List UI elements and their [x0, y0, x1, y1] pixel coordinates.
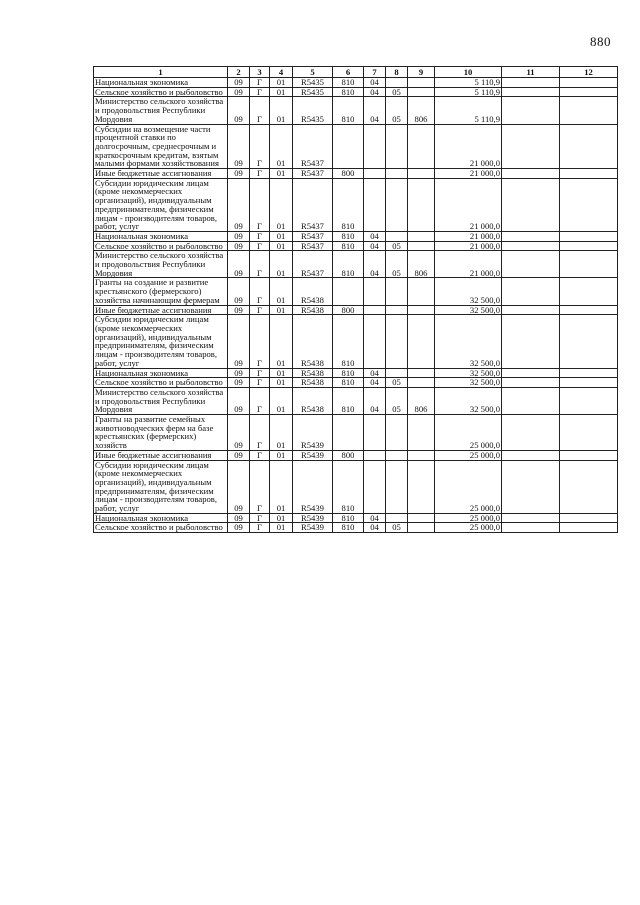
cell-col-6	[333, 278, 364, 305]
column-header-2: 2	[228, 67, 250, 78]
cell-col-4: 01	[270, 523, 293, 533]
table-row	[94, 278, 618, 305]
cell-col-9	[408, 124, 435, 169]
cell-col-8: 05	[386, 523, 408, 533]
cell-col-11	[502, 378, 560, 388]
cell-col-12	[560, 241, 618, 251]
cell-col-8	[386, 169, 408, 179]
column-header-8: 8	[386, 67, 408, 78]
cell-col-6	[333, 415, 364, 451]
cell-col-5: R5439	[293, 523, 333, 533]
cell-col-2: 09	[228, 278, 250, 305]
cell-col-11	[502, 178, 560, 231]
cell-col-6: 810	[333, 231, 364, 241]
cell-col-8	[386, 305, 408, 315]
cell-col-3: Г	[250, 378, 270, 388]
table-row	[94, 87, 618, 97]
cell-col-8: 05	[386, 251, 408, 278]
cell-col-3: Г	[250, 87, 270, 97]
cell-col-2: 09	[228, 305, 250, 315]
cell-col-12	[560, 169, 618, 179]
cell-col-12	[560, 415, 618, 451]
cell-col-5: R5438	[293, 368, 333, 378]
cell-col-4: 01	[270, 315, 293, 368]
cell-col-6	[333, 124, 364, 169]
cell-col-12	[560, 278, 618, 305]
cell-col-11	[502, 415, 560, 451]
cell-col-7	[364, 124, 386, 169]
cell-col-7: 04	[364, 251, 386, 278]
cell-col-4: 01	[270, 460, 293, 513]
row-name-cell: Национальная экономика	[94, 231, 228, 241]
table-row	[94, 450, 618, 460]
cell-col-9	[408, 278, 435, 305]
cell-col-4: 01	[270, 450, 293, 460]
cell-col-7	[364, 415, 386, 451]
cell-col-8	[386, 368, 408, 378]
row-name-cell: Сельское хозяйство и рыболовство	[94, 378, 228, 388]
cell-col-2: 09	[228, 231, 250, 241]
table-row	[94, 97, 618, 124]
cell-col-9	[408, 87, 435, 97]
cell-col-9	[408, 169, 435, 179]
cell-col-8	[386, 178, 408, 231]
cell-col-7: 04	[364, 231, 386, 241]
cell-col-11	[502, 523, 560, 533]
cell-col-8	[386, 460, 408, 513]
cell-col-8: 05	[386, 97, 408, 124]
header-row	[94, 67, 618, 78]
cell-col-12	[560, 450, 618, 460]
cell-col-4: 01	[270, 169, 293, 179]
cell-col-7: 04	[364, 523, 386, 533]
cell-col-11	[502, 278, 560, 305]
cell-col-4: 01	[270, 387, 293, 414]
cell-col-9	[408, 415, 435, 451]
cell-col-9	[408, 178, 435, 231]
table-row	[94, 460, 618, 513]
cell-col-12	[560, 387, 618, 414]
cell-col-6: 810	[333, 368, 364, 378]
cell-col-5: R5439	[293, 513, 333, 523]
table-row	[94, 387, 618, 414]
row-name-cell: Субсидии юридическим лицам (кроме некоммерческих организаций), индивидуальным предпринимателям, физическим лицам - производителям товаров, работ, услуг	[94, 178, 228, 231]
cell-col-9	[408, 513, 435, 523]
cell-col-12	[560, 378, 618, 388]
cell-col-4: 01	[270, 378, 293, 388]
row-name-cell: Субсидии юридическим лицам (кроме некоммерческих организаций), индивидуальным предпринимателям, физическим лицам - производителям товаров, работ, услуг	[94, 460, 228, 513]
cell-col-10: 25 000,0	[435, 450, 502, 460]
cell-col-10: 25 000,0	[435, 513, 502, 523]
table-row	[94, 251, 618, 278]
cell-col-11	[502, 305, 560, 315]
cell-col-11	[502, 460, 560, 513]
column-header-11: 11	[502, 67, 560, 78]
table-row	[94, 169, 618, 179]
cell-col-7: 04	[364, 97, 386, 124]
cell-col-5: R5438	[293, 315, 333, 368]
cell-col-5: R5439	[293, 460, 333, 513]
cell-col-7: 04	[364, 368, 386, 378]
cell-col-10: 21 000,0	[435, 241, 502, 251]
column-header-4: 4	[270, 67, 293, 78]
cell-col-8	[386, 415, 408, 451]
cell-col-9	[408, 523, 435, 533]
cell-col-5: R5438	[293, 305, 333, 315]
cell-col-4: 01	[270, 231, 293, 241]
row-name-cell: Министерство сельского хозяйства и продовольствия Республики Мордовия	[94, 251, 228, 278]
cell-col-10: 5 110,9	[435, 78, 502, 88]
cell-col-2: 09	[228, 378, 250, 388]
cell-col-2: 09	[228, 415, 250, 451]
table-row	[94, 178, 618, 231]
table-row	[94, 315, 618, 368]
cell-col-8	[386, 278, 408, 305]
cell-col-3: Г	[250, 315, 270, 368]
cell-col-10: 25 000,0	[435, 523, 502, 533]
cell-col-6: 800	[333, 450, 364, 460]
cell-col-7	[364, 305, 386, 315]
cell-col-12	[560, 87, 618, 97]
cell-col-5: R5439	[293, 450, 333, 460]
cell-col-12	[560, 315, 618, 368]
cell-col-9	[408, 460, 435, 513]
cell-col-6: 810	[333, 87, 364, 97]
cell-col-5: R5437	[293, 251, 333, 278]
cell-col-4: 01	[270, 78, 293, 88]
cell-col-10: 5 110,9	[435, 97, 502, 124]
cell-col-6: 810	[333, 460, 364, 513]
cell-col-3: Г	[250, 78, 270, 88]
cell-col-6: 810	[333, 378, 364, 388]
cell-col-4: 01	[270, 251, 293, 278]
cell-col-10: 32 500,0	[435, 368, 502, 378]
table-row	[94, 78, 618, 88]
cell-col-10: 32 500,0	[435, 278, 502, 305]
cell-col-2: 09	[228, 124, 250, 169]
cell-col-3: Г	[250, 415, 270, 451]
cell-col-8	[386, 450, 408, 460]
cell-col-3: Г	[250, 450, 270, 460]
cell-col-2: 09	[228, 87, 250, 97]
cell-col-2: 09	[228, 241, 250, 251]
cell-col-7: 04	[364, 87, 386, 97]
cell-col-2: 09	[228, 78, 250, 88]
budget-table	[93, 66, 618, 533]
cell-col-11	[502, 387, 560, 414]
cell-col-7	[364, 450, 386, 460]
page-number: 880	[590, 34, 611, 49]
cell-col-6: 810	[333, 78, 364, 88]
cell-col-7: 04	[364, 378, 386, 388]
cell-col-5: R5435	[293, 87, 333, 97]
cell-col-11	[502, 87, 560, 97]
cell-col-12	[560, 231, 618, 241]
cell-col-5: R5435	[293, 97, 333, 124]
cell-col-6: 810	[333, 178, 364, 231]
column-header-1: 1	[94, 67, 228, 78]
cell-col-12	[560, 251, 618, 278]
cell-col-8: 05	[386, 241, 408, 251]
cell-col-3: Г	[250, 178, 270, 231]
cell-col-12	[560, 523, 618, 533]
column-header-9: 9	[408, 67, 435, 78]
cell-col-10: 25 000,0	[435, 460, 502, 513]
row-name-cell: Субсидии юридическим лицам (кроме некоммерческих организаций), индивидуальным предпринимателям, физическим лицам - производителям товаров, работ, услуг	[94, 315, 228, 368]
cell-col-5: R5437	[293, 241, 333, 251]
cell-col-10: 21 000,0	[435, 178, 502, 231]
cell-col-10: 21 000,0	[435, 169, 502, 179]
row-name-cell: Национальная экономика	[94, 513, 228, 523]
cell-col-12	[560, 460, 618, 513]
cell-col-3: Г	[250, 97, 270, 124]
cell-col-4: 01	[270, 278, 293, 305]
cell-col-12	[560, 178, 618, 231]
table-row	[94, 368, 618, 378]
cell-col-3: Г	[250, 305, 270, 315]
cell-col-8	[386, 513, 408, 523]
cell-col-6: 810	[333, 241, 364, 251]
cell-col-3: Г	[250, 231, 270, 241]
cell-col-2: 09	[228, 513, 250, 523]
column-header-7: 7	[364, 67, 386, 78]
cell-col-11	[502, 124, 560, 169]
cell-col-7	[364, 169, 386, 179]
table-row	[94, 378, 618, 388]
cell-col-11	[502, 368, 560, 378]
cell-col-6: 810	[333, 97, 364, 124]
cell-col-8: 05	[386, 387, 408, 414]
table-row	[94, 231, 618, 241]
row-name-cell: Национальная экономика	[94, 78, 228, 88]
table-row	[94, 241, 618, 251]
cell-col-7: 04	[364, 513, 386, 523]
cell-col-8	[386, 231, 408, 241]
cell-col-8	[386, 124, 408, 169]
cell-col-12	[560, 124, 618, 169]
cell-col-7	[364, 178, 386, 231]
cell-col-3: Г	[250, 523, 270, 533]
row-name-cell: Иные бюджетные ассигнования	[94, 450, 228, 460]
cell-col-11	[502, 97, 560, 124]
cell-col-9: 806	[408, 97, 435, 124]
cell-col-4: 01	[270, 97, 293, 124]
row-name-cell: Иные бюджетные ассигнования	[94, 169, 228, 179]
cell-col-5: R5437	[293, 124, 333, 169]
cell-col-5: R5438	[293, 278, 333, 305]
column-header-3: 3	[250, 67, 270, 78]
row-name-cell: Национальная экономика	[94, 368, 228, 378]
cell-col-11	[502, 241, 560, 251]
cell-col-7	[364, 278, 386, 305]
cell-col-5: R5437	[293, 231, 333, 241]
cell-col-3: Г	[250, 124, 270, 169]
cell-col-10: 25 000,0	[435, 415, 502, 451]
cell-col-10: 32 500,0	[435, 305, 502, 315]
cell-col-7	[364, 460, 386, 513]
cell-col-3: Г	[250, 169, 270, 179]
table-row	[94, 523, 618, 533]
cell-col-9	[408, 450, 435, 460]
cell-col-12	[560, 368, 618, 378]
cell-col-5: R5439	[293, 415, 333, 451]
column-header-10: 10	[435, 67, 502, 78]
cell-col-2: 09	[228, 315, 250, 368]
cell-col-2: 09	[228, 368, 250, 378]
table-row	[94, 415, 618, 451]
cell-col-5: R5437	[293, 178, 333, 231]
row-name-cell: Субсидии на возмещение части процентной ставки по долгосрочным, среднесрочным и краткосрочным кредитам, взятым малыми формами хозяйствования	[94, 124, 228, 169]
cell-col-2: 09	[228, 97, 250, 124]
cell-col-5: R5437	[293, 169, 333, 179]
row-name-cell: Министерство сельского хозяйства и продовольствия Республики Мордовия	[94, 97, 228, 124]
cell-col-9	[408, 231, 435, 241]
cell-col-2: 09	[228, 178, 250, 231]
cell-col-4: 01	[270, 513, 293, 523]
cell-col-3: Г	[250, 513, 270, 523]
cell-col-10: 21 000,0	[435, 124, 502, 169]
table-row	[94, 124, 618, 169]
cell-col-7	[364, 315, 386, 368]
cell-col-3: Г	[250, 241, 270, 251]
cell-col-7: 04	[364, 387, 386, 414]
cell-col-8: 05	[386, 378, 408, 388]
cell-col-9	[408, 368, 435, 378]
table-body	[94, 78, 618, 533]
cell-col-9	[408, 241, 435, 251]
cell-col-5: R5438	[293, 387, 333, 414]
cell-col-4: 01	[270, 305, 293, 315]
cell-col-10: 21 000,0	[435, 231, 502, 241]
cell-col-7: 04	[364, 241, 386, 251]
row-name-cell: Гранты на создание и развитие крестьянского (фермерского) хозяйства начинающим фермерам	[94, 278, 228, 305]
cell-col-11	[502, 450, 560, 460]
table-row	[94, 513, 618, 523]
cell-col-3: Г	[250, 387, 270, 414]
cell-col-9	[408, 378, 435, 388]
cell-col-2: 09	[228, 387, 250, 414]
row-name-cell: Сельское хозяйство и рыболовство	[94, 523, 228, 533]
cell-col-11	[502, 78, 560, 88]
cell-col-5: R5438	[293, 378, 333, 388]
cell-col-12	[560, 78, 618, 88]
cell-col-11	[502, 513, 560, 523]
cell-col-10: 21 000,0	[435, 251, 502, 278]
cell-col-4: 01	[270, 124, 293, 169]
table-row	[94, 305, 618, 315]
cell-col-7: 04	[364, 78, 386, 88]
cell-col-12	[560, 513, 618, 523]
cell-col-9: 806	[408, 387, 435, 414]
cell-col-6: 800	[333, 169, 364, 179]
column-header-12: 12	[560, 67, 618, 78]
cell-col-11	[502, 231, 560, 241]
cell-col-8: 05	[386, 87, 408, 97]
cell-col-9	[408, 78, 435, 88]
cell-col-8	[386, 78, 408, 88]
cell-col-6: 810	[333, 251, 364, 278]
row-name-cell: Гранты на развитие семейных животноводческих ферм на базе крестьянских (фермерских) хозяйств	[94, 415, 228, 451]
cell-col-2: 09	[228, 450, 250, 460]
cell-col-6: 800	[333, 305, 364, 315]
cell-col-3: Г	[250, 368, 270, 378]
row-name-cell: Иные бюджетные ассигнования	[94, 305, 228, 315]
column-header-5: 5	[293, 67, 333, 78]
cell-col-10: 5 110,9	[435, 87, 502, 97]
cell-col-6: 810	[333, 523, 364, 533]
cell-col-4: 01	[270, 241, 293, 251]
cell-col-10: 32 500,0	[435, 378, 502, 388]
cell-col-9	[408, 315, 435, 368]
row-name-cell: Сельское хозяйство и рыболовство	[94, 87, 228, 97]
cell-col-11	[502, 169, 560, 179]
cell-col-11	[502, 315, 560, 368]
cell-col-4: 01	[270, 178, 293, 231]
cell-col-4: 01	[270, 415, 293, 451]
row-name-cell: Сельское хозяйство и рыболовство	[94, 241, 228, 251]
cell-col-2: 09	[228, 251, 250, 278]
cell-col-8	[386, 315, 408, 368]
cell-col-4: 01	[270, 368, 293, 378]
cell-col-4: 01	[270, 87, 293, 97]
cell-col-9: 806	[408, 251, 435, 278]
cell-col-10: 32 500,0	[435, 387, 502, 414]
cell-col-6: 810	[333, 315, 364, 368]
cell-col-6: 810	[333, 387, 364, 414]
cell-col-10: 32 500,0	[435, 315, 502, 368]
cell-col-5: R5435	[293, 78, 333, 88]
cell-col-3: Г	[250, 460, 270, 513]
row-name-cell: Министерство сельского хозяйства и продовольствия Республики Мордовия	[94, 387, 228, 414]
cell-col-2: 09	[228, 460, 250, 513]
cell-col-12	[560, 97, 618, 124]
column-header-6: 6	[333, 67, 364, 78]
cell-col-3: Г	[250, 251, 270, 278]
cell-col-11	[502, 251, 560, 278]
cell-col-3: Г	[250, 278, 270, 305]
cell-col-9	[408, 305, 435, 315]
cell-col-2: 09	[228, 523, 250, 533]
cell-col-6: 810	[333, 513, 364, 523]
cell-col-2: 09	[228, 169, 250, 179]
cell-col-12	[560, 305, 618, 315]
